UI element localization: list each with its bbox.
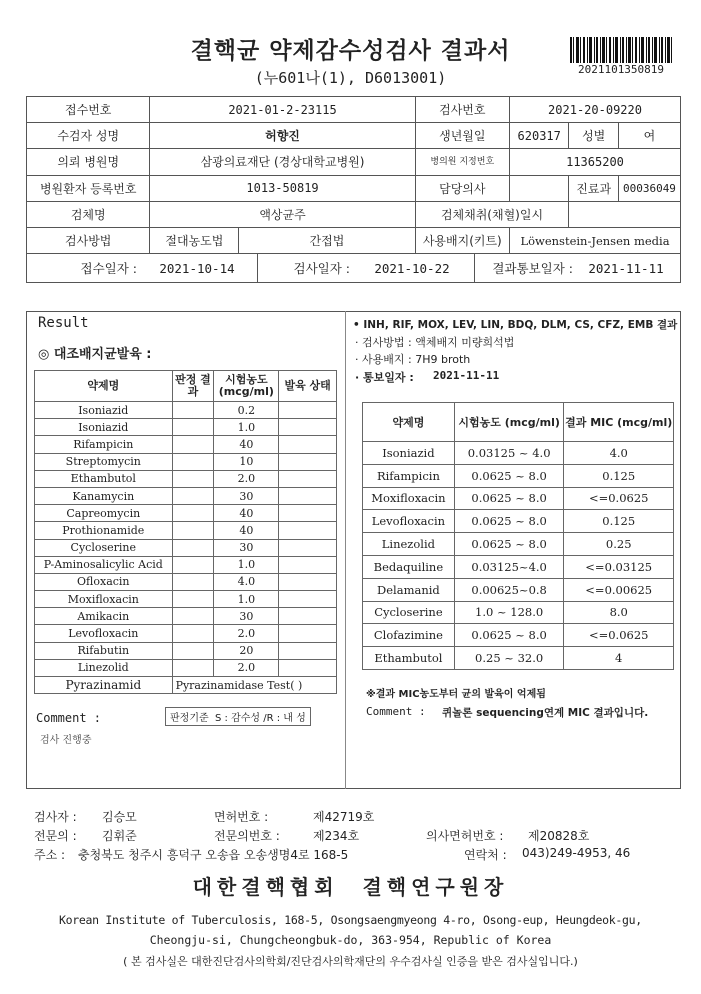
t1-growth [279, 625, 337, 642]
t1-growth [279, 505, 337, 522]
license-value: 제42719호 [313, 810, 375, 824]
comment2-label: Comment : [366, 705, 426, 718]
collect-label: 검체채취(채혈)일시 [415, 201, 569, 227]
t2-drug: Ethambutol [363, 647, 455, 670]
t2-col-mic: 결과 MIC (mcg/ml) [564, 403, 674, 442]
t1-judge [172, 591, 214, 608]
t2-mic: <=0.0625 [564, 487, 674, 510]
t2-col-drug: 약제명 [363, 403, 455, 442]
specimen-value: 액상균주 [150, 201, 415, 227]
t2-conc: 0.0625 ~ 8.0 [454, 510, 564, 533]
t2-conc: 0.03125~4.0 [454, 555, 564, 578]
t1-growth [279, 487, 337, 504]
t2-conc: 0.03125 ~ 4.0 [454, 442, 564, 465]
t1-judge [172, 487, 214, 504]
table-row [35, 487, 337, 504]
t2-mic: 0.125 [564, 464, 674, 487]
absolute-concentration-table [34, 370, 337, 694]
t1-drug: Moxifloxacin [35, 591, 173, 608]
t1-drug: Kanamycin [35, 487, 173, 504]
t1-judge [172, 608, 214, 625]
comment-label: Comment : [36, 711, 102, 725]
organization-name: 대한결핵협회 결핵연구원장 [192, 875, 509, 899]
t2-conc: 0.25 ~ 32.0 [454, 647, 564, 670]
t1-drug: Isoniazid [35, 419, 173, 436]
notify-date: 2021-11-11 [433, 369, 500, 382]
specialist-label: 전문의 : [34, 829, 77, 843]
t1-drug: Amikacin [35, 608, 173, 625]
t1-drug: Streptomycin [35, 453, 173, 470]
table-row [35, 470, 337, 487]
t1-growth [279, 522, 337, 539]
t1-conc: 2.0 [214, 625, 279, 642]
drugs-line: • INH, RIF, MOX, LEV, LIN, BDQ, DLM, CS, CFZ, EMB 결과 [353, 319, 678, 331]
table-row [363, 533, 674, 556]
t2-mic: <=0.03125 [564, 555, 674, 578]
chart-no-label: 병원환자 등록번호 [27, 175, 150, 201]
t1-growth [279, 453, 337, 470]
sex-label: 성별 [569, 123, 619, 149]
table-row [35, 505, 337, 522]
method-absolute: 절대농도법 [150, 227, 239, 253]
t1-conc: 1.0 [214, 591, 279, 608]
t1-conc: 0.2 [214, 402, 279, 419]
t1-conc: 30 [214, 487, 279, 504]
t1-judge [172, 642, 214, 659]
t1-judge [172, 573, 214, 590]
t1-conc: 1.0 [214, 419, 279, 436]
comment2-text: 퀴놀론 sequencing연계 MIC 결과입니다. [442, 707, 649, 719]
t2-drug: Linezolid [363, 533, 455, 556]
examiner-value: 김승모 [102, 810, 137, 824]
t1-conc: 40 [214, 505, 279, 522]
specialist-value: 김휘준 [102, 829, 137, 843]
t2-conc: 0.00625~0.8 [454, 578, 564, 601]
t1-judge [172, 625, 214, 642]
t2-mic: 8.0 [564, 601, 674, 624]
sex-value: 여 [618, 123, 680, 149]
pza-test: Pyrazinamidase Test( ) [172, 677, 336, 694]
birth-value: 620317 [510, 123, 569, 149]
t1-col-drug: 약제명 [35, 371, 173, 402]
doctor-value [510, 175, 569, 201]
t1-col-conc: 시험농도 (mcg/ml) [214, 371, 279, 402]
table-row [363, 647, 674, 670]
recv-date-label: 접수일자 : [80, 261, 137, 277]
patient-name-label: 수검자 성명 [27, 123, 150, 149]
result-title: Result [38, 315, 89, 331]
table-row [363, 578, 674, 601]
t1-growth [279, 470, 337, 487]
t1-drug: Rifabutin [35, 642, 173, 659]
method-indirect: 간접법 [239, 227, 415, 253]
notify-label: · 통보일자 : [355, 371, 414, 384]
t1-growth [279, 436, 337, 453]
t1-drug: Linezolid [35, 659, 173, 676]
t1-conc: 30 [214, 608, 279, 625]
t2-conc: 0.0625 ~ 8.0 [454, 533, 564, 556]
t1-conc: 2.0 [214, 470, 279, 487]
collect-value [569, 201, 681, 227]
org-address-en-1: Korean Institute of Tuberculosis, 168-5, Osongsaengmyeong 4-ro, Osong-eup, Heungdeok-gu, [59, 913, 642, 927]
t1-judge [172, 505, 214, 522]
t2-drug: Rifampicin [363, 464, 455, 487]
receipt-no-label: 접수번호 [27, 97, 150, 123]
t1-growth [279, 608, 337, 625]
method-line: · 검사방법 : 액체배지 미량희석법 [355, 336, 515, 349]
t1-drug: Cycloserine [35, 539, 173, 556]
t1-drug: Levofloxacin [35, 625, 173, 642]
t1-conc: 40 [214, 436, 279, 453]
result-divider [345, 311, 346, 789]
table-row [363, 464, 674, 487]
t2-drug: Isoniazid [363, 442, 455, 465]
spec-no-value: 제234호 [313, 829, 360, 843]
t1-growth [279, 402, 337, 419]
birth-label: 생년월일 [415, 123, 509, 149]
t1-growth [279, 642, 337, 659]
table-row [35, 642, 337, 659]
test-date-label: 검사일자 : [293, 261, 350, 277]
t1-drug: Ofloxacin [35, 573, 173, 590]
criteria-box: 판정기준 S : 감수성 /R : 내 성 [165, 707, 311, 726]
table-row [35, 608, 337, 625]
patient-name-value: 허향진 [150, 123, 415, 149]
t1-growth [279, 419, 337, 436]
t1-conc: 10 [214, 453, 279, 470]
t1-judge [172, 539, 214, 556]
t1-drug: P-Aminosalicylic Acid [35, 556, 173, 573]
t2-drug: Delamanid [363, 578, 455, 601]
document-title: 결핵균 약제감수성검사 결과서 [190, 38, 511, 64]
hospital-value: 삼광의료재단 (경상대학교병원) [150, 149, 415, 175]
t1-drug: Rifampicin [35, 436, 173, 453]
t2-drug: Moxifloxacin [363, 487, 455, 510]
table-row [35, 453, 337, 470]
t2-conc: 0.0625 ~ 8.0 [454, 487, 564, 510]
table-row [363, 487, 674, 510]
barcode-number: 2021101350819 [577, 63, 665, 76]
hospital-code-value: 11365200 [510, 149, 681, 175]
t1-judge [172, 402, 214, 419]
medium-line: · 사용배지 : 7H9 broth [355, 353, 471, 366]
org-address-en-2: Cheongju-si, Chungcheongbuk-do, 363-954, Republic of Korea [149, 933, 552, 947]
control-growth-label: ◎ 대조배지균발육 : [38, 347, 152, 362]
table-row [35, 539, 337, 556]
document-subtitle: (누601나(1), D6013001) [254, 69, 447, 87]
t1-growth [279, 556, 337, 573]
recv-date-value: 2021-10-14 [159, 260, 235, 276]
table-row [35, 591, 337, 608]
examiner-label: 검사자 : [34, 810, 77, 824]
pza-drug: Pyrazinamid [35, 677, 173, 694]
hospital-code-label: 병의원 지정번호 [415, 149, 509, 175]
hospital-label: 의뢰 병원명 [27, 149, 150, 175]
t1-judge [172, 419, 214, 436]
spec-no-label: 전문의번호 : [214, 829, 280, 843]
t2-mic: 4.0 [564, 442, 674, 465]
table-row [35, 573, 337, 590]
address-label: 주소 : [34, 848, 66, 862]
t2-mic: 0.25 [564, 533, 674, 556]
t1-growth [279, 591, 337, 608]
doc-license-value: 제20828호 [528, 829, 590, 843]
t1-judge [172, 470, 214, 487]
t2-mic: <=0.00625 [564, 578, 674, 601]
t1-conc: 30 [214, 539, 279, 556]
table-row [363, 555, 674, 578]
t2-drug: Levofloxacin [363, 510, 455, 533]
t2-drug: Cycloserine [363, 601, 455, 624]
dept-label: 진료과 [569, 175, 619, 201]
table-row [35, 419, 337, 436]
contact-label: 연락처 : [464, 848, 507, 862]
table-row [35, 625, 337, 642]
specimen-label: 검체명 [27, 201, 150, 227]
certification-note: ( 본 검사실은 대한진단검사의학회/진단검사의학재단의 우수검사실 인증을 받은 검사실입니다.) [123, 955, 578, 968]
t1-col-growth: 발육 상태 [279, 371, 337, 402]
t1-drug: Capreomycin [35, 505, 173, 522]
table-row [35, 556, 337, 573]
medium-label: 사용배지(키트) [415, 227, 509, 253]
address-value: 충청북도 청주시 흥덕구 오송읍 오송생명4로 168-5 [78, 848, 349, 862]
exam-no-value: 2021-20-09220 [510, 97, 681, 123]
test-date-value: 2021-10-22 [374, 260, 450, 276]
t2-drug: Clofazimine [363, 624, 455, 647]
t1-judge [172, 453, 214, 470]
report-date-value: 2021-11-11 [588, 260, 664, 276]
medium-value: Löwenstein-Jensen media [510, 227, 681, 253]
t2-col-conc: 시험농도 (mcg/ml) [454, 403, 564, 442]
t2-mic: 4 [564, 647, 674, 670]
in-progress-note: 검사 진행중 [40, 735, 92, 746]
table-row [35, 659, 337, 676]
t1-growth [279, 539, 337, 556]
method-label: 검사방법 [27, 227, 150, 253]
report-date-label: 결과통보일자 : [492, 261, 573, 277]
t1-conc: 4.0 [214, 573, 279, 590]
t1-judge [172, 436, 214, 453]
t1-conc: 1.0 [214, 556, 279, 573]
receipt-no-value: 2021-01-2-23115 [150, 97, 415, 123]
t1-drug: Ethambutol [35, 470, 173, 487]
table-row [363, 601, 674, 624]
mic-table [362, 402, 674, 670]
exam-no-label: 검사번호 [415, 97, 509, 123]
header-info-table [26, 96, 681, 283]
t1-judge [172, 556, 214, 573]
t1-conc: 20 [214, 642, 279, 659]
table-row [363, 442, 674, 465]
t1-conc: 2.0 [214, 659, 279, 676]
mic-note: ※결과 MIC농도부터 균의 발육이 억제됨 [366, 689, 546, 700]
table-row [363, 624, 674, 647]
table-row [363, 510, 674, 533]
dept-value: 00036049 [618, 175, 680, 201]
t1-judge [172, 522, 214, 539]
t2-drug: Bedaquiline [363, 555, 455, 578]
doc-license-label: 의사면허번호 : [426, 829, 504, 843]
t2-conc: 1.0 ~ 128.0 [454, 601, 564, 624]
contact-value: 043)249-4953, 46 [522, 846, 631, 860]
t1-judge [172, 659, 214, 676]
t1-growth [279, 573, 337, 590]
license-label: 면허번호 : [214, 810, 269, 824]
t1-growth [279, 659, 337, 676]
table-row [35, 522, 337, 539]
t1-drug: Isoniazid [35, 402, 173, 419]
chart-no-value: 1013-50819 [150, 175, 415, 201]
t2-conc: 0.0625 ~ 8.0 [454, 624, 564, 647]
table-row [35, 402, 337, 419]
t2-conc: 0.0625 ~ 8.0 [454, 464, 564, 487]
t1-col-judge: 판정 결과 [172, 371, 214, 402]
t2-mic: 0.125 [564, 510, 674, 533]
t2-mic: <=0.0625 [564, 624, 674, 647]
t1-conc: 40 [214, 522, 279, 539]
table-row [35, 436, 337, 453]
doctor-label: 담당의사 [415, 175, 509, 201]
barcode-icon [570, 37, 672, 63]
t1-drug: Prothionamide [35, 522, 173, 539]
